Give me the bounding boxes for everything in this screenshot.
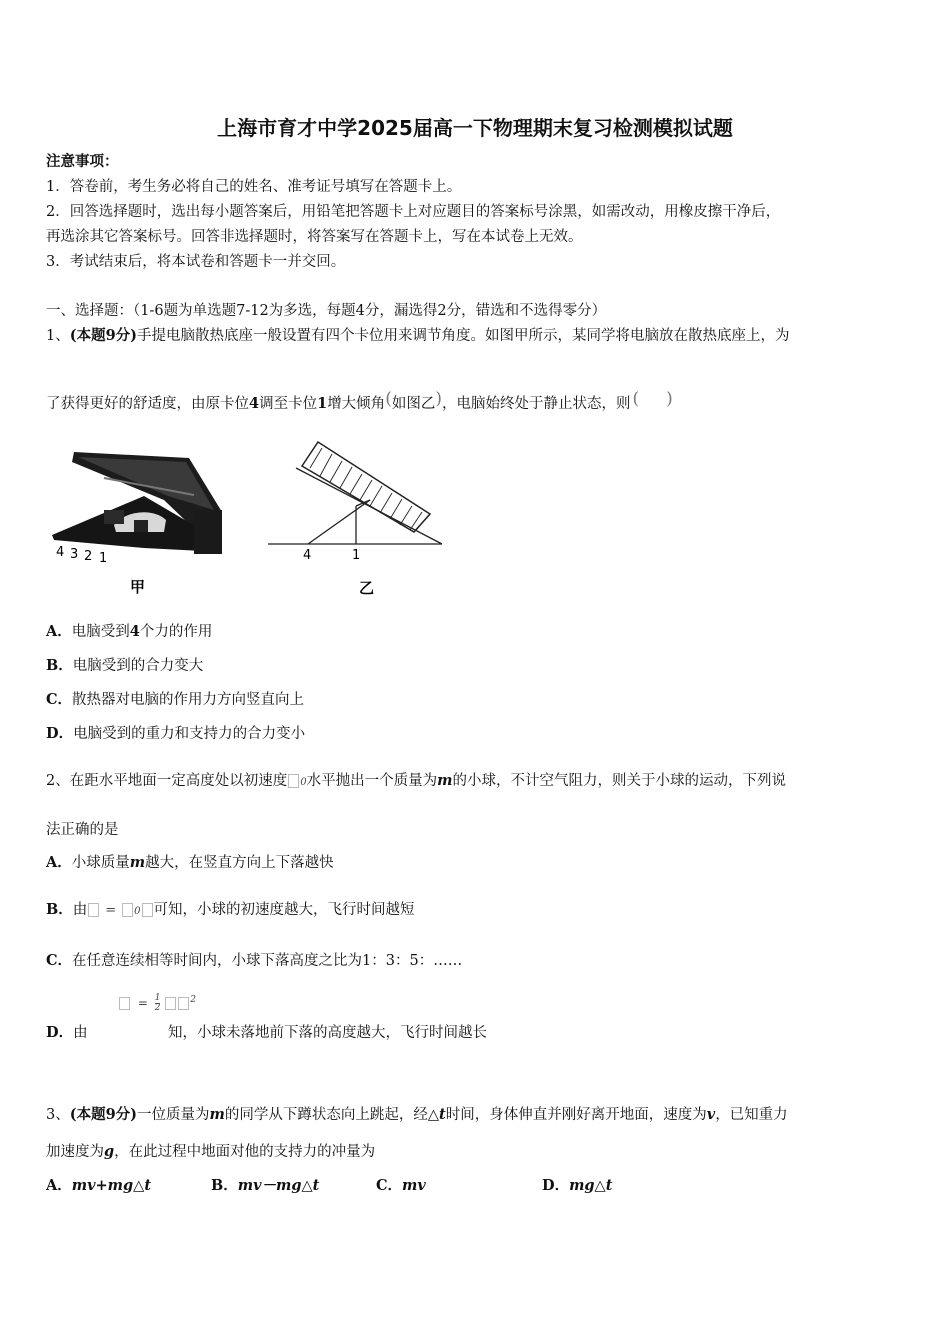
q2-v0-subscript: 0 [300, 777, 307, 788]
q1-option-c-text: 散热器对电脑的作用力方向竖直向上 [72, 692, 305, 708]
q3-option-d [542, 1176, 612, 1196]
q1-line-2 [46, 389, 673, 414]
q2-text-1a: 2、在距水平地面一定高度处以初速度 [46, 773, 288, 789]
right-paren-icon: ) [435, 389, 442, 409]
q2-option-b-text-a: 由 [72, 902, 88, 918]
q1-num-4: 4 [249, 395, 260, 412]
q1-text-2b: 调至卡位 [259, 396, 318, 412]
q3-time-symbol: t [439, 1106, 446, 1123]
q3-text-1d: ，已知重力 [715, 1107, 788, 1123]
q1-num-1: 1 [317, 395, 328, 412]
q3-option-b-key: B． [211, 1177, 238, 1194]
notice-heading: 注意事项： [46, 153, 119, 170]
q1-option-d-key: D． [46, 725, 74, 742]
q1-text-2c: 增大倾角 [327, 396, 386, 412]
yi-label-4: 4 [303, 548, 312, 563]
q1-text-2d: 如图乙 [391, 396, 436, 412]
jia-label-1: 1 [99, 551, 108, 566]
q3-text-2b: ，在此过程中地面对他的支持力的冲量为 [114, 1144, 376, 1160]
q2-option-a-text-b: 越大，在竖直方向上下落越快 [145, 855, 334, 871]
answer-blank-icon: ( ) [632, 389, 673, 409]
q1-option-c-key: C． [46, 691, 73, 708]
yi-caption: 乙 [359, 579, 375, 597]
exam-title: 上海市育才中学2025届高一下物理期末复习检测模拟试题 [217, 116, 733, 140]
q3-text-1c: 时间，身体伸直并刚好离开地面，速度为 [445, 1107, 707, 1123]
laptop-stand-drawing [52, 452, 222, 554]
v-symbol-icon [288, 774, 299, 788]
q2-option-a-text-a: 小球质量 [71, 855, 130, 871]
q1-option-a [46, 622, 212, 642]
notice-item-1: 1．答卷前，考生务必将自己的姓名、准考证号填写在答题卡上。 [46, 179, 462, 195]
figure-yi-diagram [262, 436, 452, 602]
q2-line-1 [46, 771, 786, 793]
q2-option-b [46, 900, 415, 922]
q1-option-a-num: 4 [129, 623, 140, 640]
q3-score: (本题9分) [69, 1106, 138, 1123]
q3-option-c [376, 1176, 426, 1196]
q2-option-c-key: C． [46, 952, 73, 969]
jia-label-4: 4 [56, 545, 65, 560]
q2-option-d-formula [118, 994, 196, 1013]
q3-line-2 [46, 1142, 375, 1162]
q1-option-d [46, 724, 305, 744]
q2-option-c [46, 951, 462, 971]
yi-label-1: 1 [352, 548, 361, 563]
q3-mass-symbol: m [209, 1106, 225, 1123]
q2-text-1c: 的小球，不计空气阻力，则关于小球的运动，下列说 [452, 773, 786, 789]
q2-text-1b: 水平抛出一个质量为 [306, 773, 438, 789]
q3-option-d-key: D． [542, 1177, 570, 1194]
notice-item-2-cont: 再选涂其它答案标号。回答非选择题时，将答案写在答题卡上，写在本试卷上无效。 [46, 229, 583, 245]
notice-item-3: 3．考试结束后，将本试卷和答题卡一并交回。 [46, 254, 346, 270]
yi-geometry [268, 442, 442, 544]
q2-option-d-text-b: 知，小球未落地前下落的高度越大，飞行时间越长 [168, 1025, 487, 1041]
jia-label-2: 2 [84, 549, 93, 564]
q2-line-2: 法正确的是 [46, 822, 119, 838]
q3-text-2a: 加速度为 [46, 1144, 104, 1160]
q2-option-b-key: B． [46, 901, 73, 918]
q3-g-symbol: g [104, 1143, 115, 1160]
t-symbol-icon [88, 903, 99, 917]
q3-option-c-key: C． [376, 1177, 403, 1194]
q3-text-1b: 的同学从下蹲状态向上跳起，经△ [224, 1107, 440, 1123]
q1-score: (本题9分) [69, 327, 138, 344]
jia-caption: 甲 [130, 578, 146, 596]
q1-option-a-text-a: 电脑受到 [71, 624, 130, 640]
q1-option-c [46, 690, 304, 710]
q3-option-d-expr: mg△t [569, 1177, 613, 1194]
q3-option-a [46, 1176, 151, 1196]
left-paren-icon: ( [385, 389, 392, 409]
q1-option-b [46, 656, 203, 676]
q2-option-d-letter: D． [46, 1024, 74, 1041]
q2-option-d-key [46, 1023, 88, 1043]
q3-number: 3、 [46, 1107, 70, 1123]
q1-option-d-text: 电脑受到的重力和支持力的合力变小 [73, 726, 306, 742]
notice-item-2: 2．回答选择题时，选出每小题答案后，用铅笔把答题卡上对应题目的答案标号涂黑，如需改动，用橡皮擦干净后， [46, 204, 781, 220]
q1-option-b-key: B． [46, 657, 73, 674]
q3-option-a-expr: mv+mg△t [71, 1177, 152, 1194]
figure-jia-laptop-stand [44, 440, 244, 600]
q2-option-a-mass: m [129, 854, 146, 871]
q1-number: 1、 [46, 328, 70, 344]
q2-option-b-text-b: 可知，小球的初速度越大，飞行时间越短 [153, 902, 415, 918]
q3-option-b [211, 1176, 319, 1196]
q1-line-1 [46, 326, 790, 346]
q2-option-a-key: A． [46, 854, 72, 871]
q2-option-a [46, 853, 334, 873]
jia-label-3: 3 [70, 547, 79, 562]
q3-option-a-key: A． [46, 1177, 72, 1194]
t-symbol-icon [178, 997, 189, 1010]
q3-text-1a: 一位质量为 [137, 1107, 210, 1123]
q2-option-d-exponent: 2 [190, 995, 197, 1005]
q1-text-1: 手提电脑散热底座一般设置有四个卡位用来调节角度。如图甲所示，某同学将电脑放在散热底座上，为 [137, 328, 790, 344]
q2-option-c-text: 在任意连续相等时间内，小球下落高度之比为1：3：5：…… [72, 953, 463, 969]
q3-line-1 [46, 1105, 788, 1125]
q1-text-2a: 了获得更好的舒适度，由原卡位 [46, 396, 249, 412]
q2-option-d-equals: = [137, 996, 148, 1010]
q3-option-b-expr: mv－mg△t [237, 1177, 320, 1194]
section-heading: 一、选择题：（1-6题为单选题7-12为多选，每题4分，漏选得2分，错选和不选得零分） [46, 303, 607, 319]
fraction-numerator: 1 [154, 993, 161, 1003]
q1-text-2e: ，电脑始终处于静止状态，则 [441, 396, 631, 412]
fraction [155, 994, 161, 1013]
fraction-denominator: 2 [154, 1003, 161, 1013]
x-symbol-icon [122, 903, 133, 917]
q3-option-c-expr: mv [402, 1177, 426, 1194]
q1-option-a-text-b: 个力的作用 [139, 624, 213, 640]
q1-option-a-key: A． [46, 623, 72, 640]
v-symbol-icon [142, 903, 153, 917]
g-symbol-icon [165, 997, 176, 1010]
q2-option-b-equals: = [105, 903, 117, 918]
q2-option-b-subscript: 0 [134, 906, 141, 917]
q1-option-b-text: 电脑受到的合力变大 [72, 658, 204, 674]
q2-option-d-text-a: 由 [73, 1025, 88, 1041]
q2-mass-symbol: m [437, 772, 453, 789]
h-symbol-icon [119, 997, 130, 1010]
q3-velocity-symbol: v [706, 1106, 716, 1123]
